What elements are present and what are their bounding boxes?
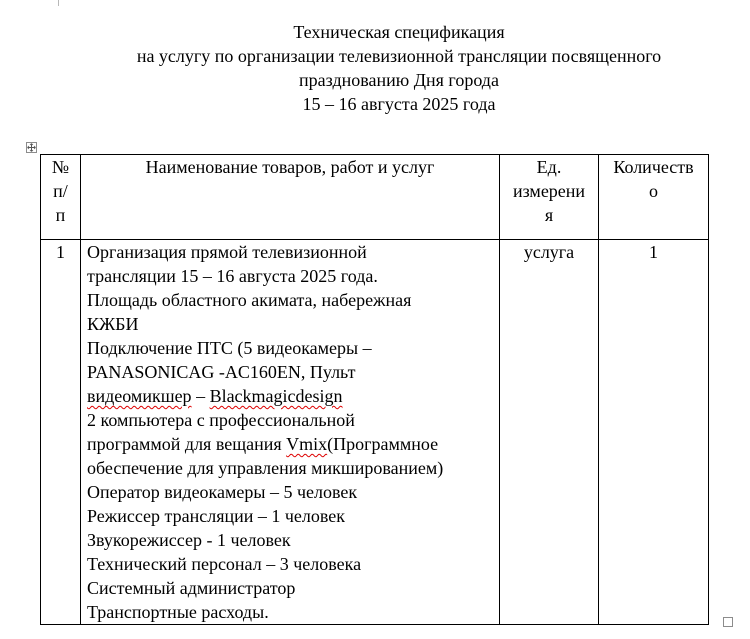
specification-table [40, 154, 709, 625]
table-header-row [41, 155, 709, 240]
description-line [87, 432, 499, 456]
description-line: Звукорежиссер - 1 человек [87, 530, 291, 550]
description-line: Системный администратор [87, 578, 296, 598]
description-line: Режиссер трансляции – 1 человек [87, 506, 346, 526]
header-number [41, 155, 81, 240]
header-unit-line: Ед. [536, 157, 562, 177]
cell-unit: услуга [500, 240, 599, 625]
description-text: – [191, 386, 210, 406]
title-line-2: на услугу по организации телевизионной трансляции посвященного [136, 46, 662, 66]
header-quantity [599, 155, 709, 240]
table-resize-handle[interactable] [723, 617, 733, 627]
description-line: Организация прямой телевизионной [87, 242, 367, 262]
cell-number: 1 [41, 240, 81, 625]
spellcheck-word: видеомикшер [87, 386, 192, 406]
description-line: 2 компьютера с профессиональной [87, 410, 355, 430]
header-quantity-line: Количеств [613, 157, 694, 177]
description-line: Оператор видеокамеры – 5 человек [87, 482, 358, 502]
header-name: Наименование товаров, работ и услуг [81, 155, 500, 240]
description-line: PANASONICAG -AC160EN, Пульт [87, 362, 356, 382]
header-quantity-line: о [649, 181, 658, 201]
header-number-line: № [51, 157, 70, 177]
spellcheck-word: Blackmagicdesign [209, 386, 343, 406]
description-line: Площадь областного акимата, набережная [87, 290, 412, 310]
header-unit-line: я [544, 205, 554, 225]
cell-quantity: 1 [599, 240, 709, 625]
description-text: программой для вещания [87, 434, 287, 454]
table-move-handle-icon[interactable] [26, 142, 37, 153]
title-line-4: 15 – 16 августа 2025 года [302, 94, 496, 114]
description-line: Транспортные расходы. [87, 602, 269, 622]
table-row [41, 240, 709, 625]
spellcheck-word: Vmix [286, 434, 328, 454]
ruler-mark [58, 0, 60, 6]
description-line: Технический персонал – 3 человека [87, 554, 362, 574]
header-number-line: п/ [53, 181, 68, 201]
cell-description [81, 240, 500, 625]
header-number-line: п [55, 205, 66, 225]
title-line-3: празднованию Дня города [299, 70, 499, 90]
header-unit [500, 155, 599, 240]
description-line: трансляции 15 – 16 августа 2025 года. [87, 266, 378, 286]
header-unit-line: измерени [512, 181, 586, 201]
title-line-1: Техническая спецификация [293, 22, 505, 42]
description-text: (Программное [327, 434, 439, 454]
description-line: обеспечение для управления микшированием) [87, 458, 444, 478]
description-line: КЖБИ [87, 314, 139, 334]
description-line [87, 384, 499, 408]
document-title [0, 20, 750, 116]
description-line: Подключение ПТС (5 видеокамеры – [87, 338, 372, 358]
